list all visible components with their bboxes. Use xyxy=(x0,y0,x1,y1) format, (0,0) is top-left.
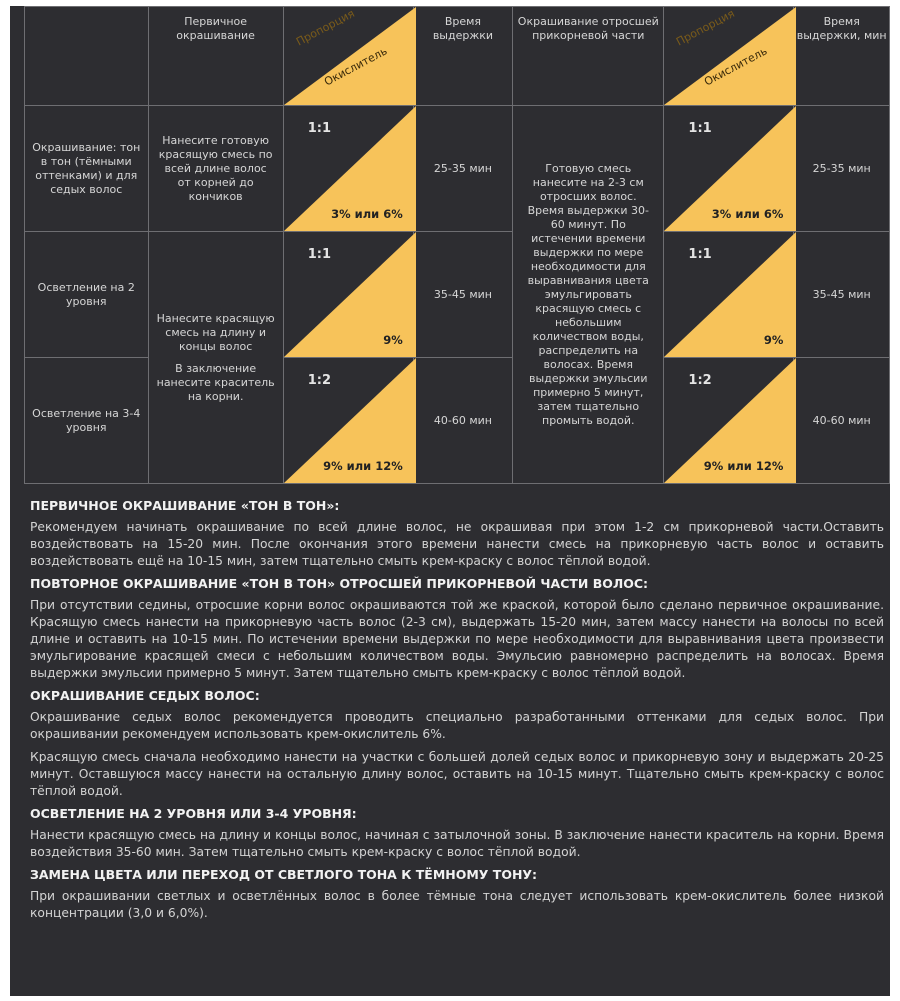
header-proportion-label: Пропорция xyxy=(293,6,357,49)
section-title: ОКРАШИВАНИЕ СЕДЫХ ВОЛОС: xyxy=(30,688,260,703)
header-time: Время выдержки xyxy=(413,7,512,106)
primary-note: Нанесите готовую красящую смесь по всей длине волос от корней до кончиков xyxy=(148,106,283,232)
section-primary xyxy=(30,498,884,570)
time-value: 35-45 мин xyxy=(413,232,512,358)
header-primary: Первичное окрашивание xyxy=(148,7,283,106)
time-value: 35-45 мин xyxy=(794,232,890,358)
oxidizer-value: 3% или 6% xyxy=(331,207,403,221)
time-value: 40-60 мин xyxy=(794,358,890,484)
header-oxidizer-label: Окислитель xyxy=(702,44,770,89)
section-gray-hair xyxy=(30,688,884,800)
primary-note-2a: Нанесите красящую смесь на длину и концы волос xyxy=(156,311,275,353)
oxidizer-value: 9% или 12% xyxy=(323,459,403,473)
row-label: Окрашивание: тон в тон (тёмными оттенками) и для седых волос xyxy=(25,106,149,232)
header-blank xyxy=(25,7,149,106)
ratio-value: 1:1 xyxy=(688,247,712,262)
time-value: 25-35 мин xyxy=(794,106,890,232)
ratio-value: 1:2 xyxy=(688,373,712,388)
header-proportion-label: Пропорция xyxy=(674,6,738,49)
ratio-cell xyxy=(664,358,794,484)
oxidizer-value: 9% или 12% xyxy=(703,459,784,473)
section-paragraph: Окрашивание седых волос рекомендуется проводить специально разработанными оттенками для седых волос. При окрашивании рекомендуем использовать крем-окислитель 6%. xyxy=(30,710,884,741)
time-value: 25-35 мин xyxy=(413,106,512,232)
regrowth-note: Готовую смесь нанесите на 2-3 см отросших волос. Время выдержки 30-60 минут. По истечении времени выдержки по мере необходимости для выравнивания цвета эмульгировать красящую смесь с небольшим количеством воды, распределить на волосах. Время выдержки эмульсии примерно 5 минут, затем тщательно промыть водой. xyxy=(513,106,664,484)
ratio-value: 1:1 xyxy=(688,121,712,136)
header-proportion-cell xyxy=(283,7,413,106)
primary-note-2 xyxy=(148,232,283,484)
table-header-row xyxy=(25,7,890,106)
ratio-value: 1:2 xyxy=(307,373,332,388)
row-label: Осветление на 2 уровня xyxy=(25,232,149,358)
ratio-cell xyxy=(283,232,413,358)
ratio-value: 1:1 xyxy=(307,247,332,262)
section-title: ПОВТОРНОЕ ОКРАШИВАНИЕ «ТОН В ТОН» ОТРОСШЕЙ ПРИКОРНЕВОЙ ЧАСТИ ВОЛОС: xyxy=(30,576,649,591)
oxidizer-value: 9% xyxy=(383,333,403,347)
oxidizer-value: 9% xyxy=(763,333,784,347)
table-row xyxy=(25,232,890,358)
primary-note-2b: В заключение нанесите краситель на корни. xyxy=(156,361,275,403)
section-repeat xyxy=(30,576,884,682)
instruction-sheet xyxy=(10,6,890,996)
section-paragraph: При отсутствии седины, отросшие корни волос окрашиваются той же краской, которой было сделано первичное окрашивание. Красящую смесь нанести на прикорневую часть волос (2-3 см), выдержать 15-20 мин, затем массу нанести на волосы по всей длине и оставить на 10-15 мин. По истечении времени выдержки по мере необходимости для выравнивания цвета произвести эмульгирование красящей смеси с небольшим количеством воды. Эмульсию равномерно распределить на волосах. Время выдержки эмульсии примерно 5 минут. Затем тщательно смыть крем-краску с волос тёплой водой. xyxy=(30,598,884,680)
section-paragraph: Рекомендуем начинать окрашивание по всей длине волос, не окрашивая при этом 1-2 см прикорневой части.Оставить воздействовать на 15-20 мин. После окончания этого времени нанести смесь на прикорневую часть волос и оставить воздействовать ещё на 10-15 мин, затем тщательно смыть крем-краску с волос тёплой водой. xyxy=(30,520,884,568)
header-regrowth: Окрашивание отросшей прикорневой части xyxy=(513,7,664,106)
ratio-cell xyxy=(283,358,413,484)
section-paragraph: Нанести красящую смесь на длину и концы волос, начиная с затылочной зоны. В заключение нанести краситель на корни. Время воздействия 35-60 мин. Затем тщательно смыть крем-краску с волос тёплой водой. xyxy=(30,828,884,859)
time-value: 40-60 мин xyxy=(413,358,512,484)
section-lightening xyxy=(30,806,884,861)
section-title: ПЕРВИЧНОЕ ОКРАШИВАНИЕ «ТОН В ТОН»: xyxy=(30,498,340,513)
section-paragraph: При окрашивании светлых и осветлённых волос в более тёмные тона следует использовать крем-окислитель более низкой концентрации (3,0 и 6,0%). xyxy=(30,889,884,920)
header-proportion-cell-2 xyxy=(664,7,794,106)
row-label: Осветление на 3-4 уровня xyxy=(25,358,149,484)
ratio-cell xyxy=(283,106,413,232)
section-title: ЗАМЕНА ЦВЕТА ИЛИ ПЕРЕХОД ОТ СВЕТЛОГО ТОНА К ТЁМНОМУ ТОНУ: xyxy=(30,867,538,882)
section-title: ОСВЕТЛЕНИЕ НА 2 УРОВНЯ ИЛИ 3-4 УРОВНЯ: xyxy=(30,806,357,821)
header-time-min: Время выдержки, мин xyxy=(794,7,890,106)
ratio-value: 1:1 xyxy=(307,121,332,136)
instructions-text xyxy=(30,498,884,928)
ratio-cell xyxy=(664,232,794,358)
ratio-cell xyxy=(664,106,794,232)
oxidizer-value: 3% или 6% xyxy=(711,207,784,221)
section-color-change xyxy=(30,867,884,922)
section-paragraph: Красящую смесь сначала необходимо нанести на участки с большей долей седых волос и прикорневую зону и выдержать 20-25 минут. Оставшуюся массу нанести на остальную длину волос, оставить на 10-15 минут. Тщательно смыть крем-краску с волос тёплой водой. xyxy=(30,750,884,798)
table-row xyxy=(25,106,890,232)
coloring-table xyxy=(24,6,890,484)
header-oxidizer-label: Окислитель xyxy=(321,44,390,89)
